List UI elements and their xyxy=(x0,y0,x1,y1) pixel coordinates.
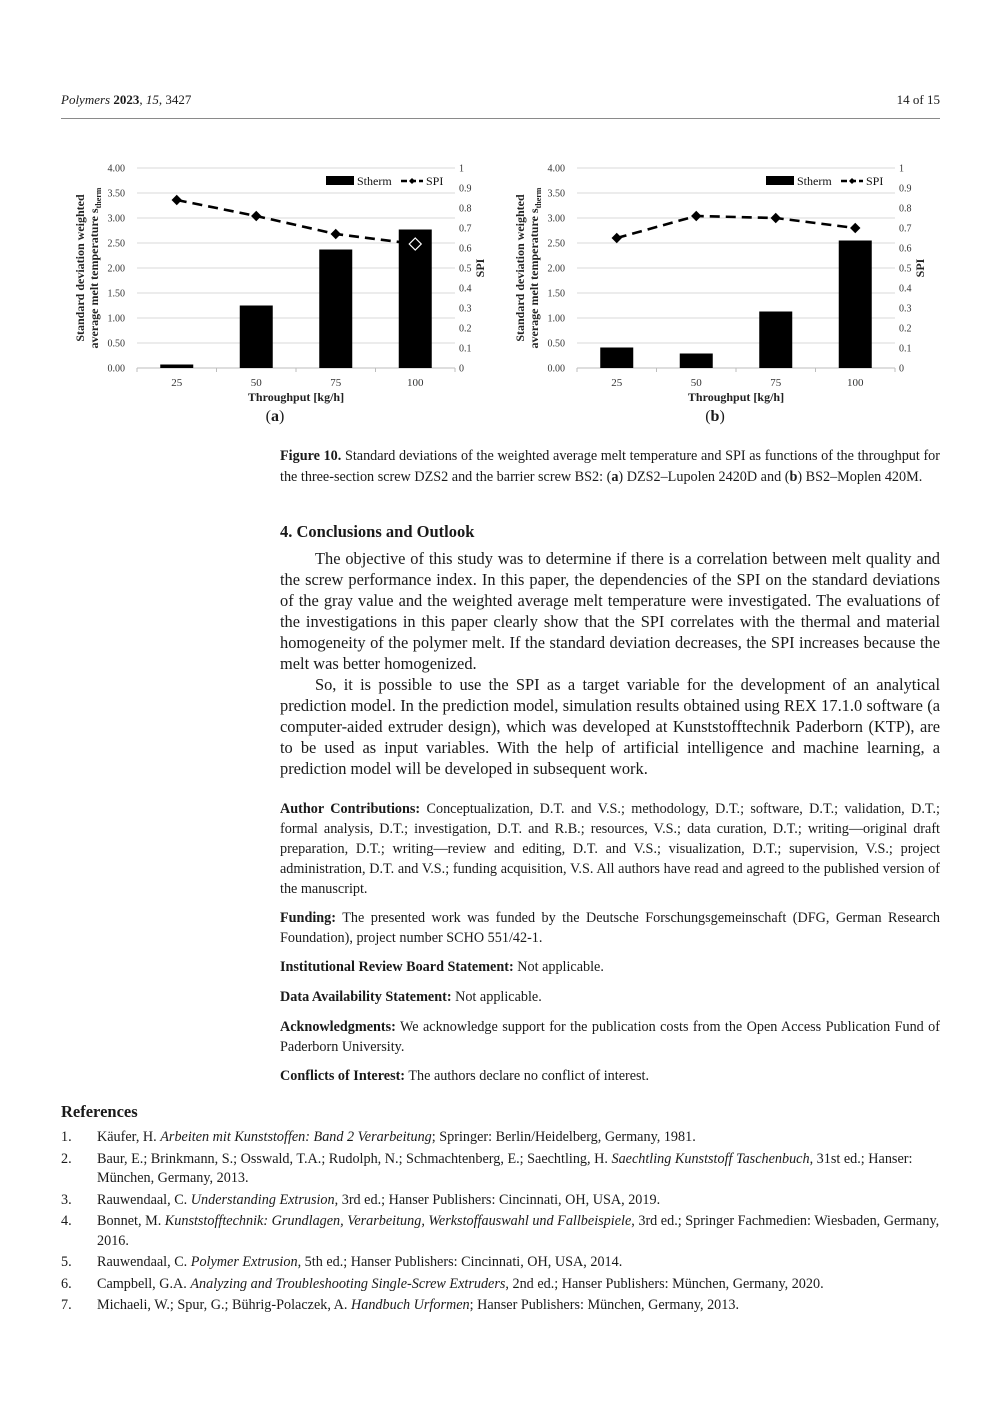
chart-a xyxy=(60,158,500,428)
y2-tick: 0.9 xyxy=(459,183,472,195)
legend-bar-swatch-icon xyxy=(766,176,794,185)
x-tick: 75 xyxy=(770,377,782,389)
stherm-bar xyxy=(680,354,713,369)
y2-axis-title: SPI xyxy=(473,258,487,278)
y2-tick: 0.1 xyxy=(899,343,912,355)
y2-axis-title: SPI xyxy=(913,258,927,278)
legend-stherm: Stherm xyxy=(797,174,832,188)
x-tick: 50 xyxy=(250,377,262,389)
y-tick: 3.50 xyxy=(107,188,125,200)
y2-tick: 0.9 xyxy=(899,183,912,195)
x-tick: 100 xyxy=(407,377,424,389)
irb-statement: Institutional Review Board Statement: Not applicable. xyxy=(280,959,604,975)
svg-text:Standard deviation weighted: Standard deviation weighted xyxy=(513,194,527,342)
x-tick: 25 xyxy=(171,377,183,389)
legend-spi: SPI xyxy=(426,174,444,188)
page-header xyxy=(61,92,940,119)
y2-tick: 1 xyxy=(899,163,904,175)
reference-item: 4. Bonnet, M. Kunststofftechnik: Grundlagen, Verarbeitung, Werkstoffauswahl und Fallbeispiele, 3rd ed.; Springer Fachmedien: Wiesbaden, Germany, 2016. xyxy=(61,1213,940,1249)
references-list xyxy=(61,1128,941,1318)
x-tick: 25 xyxy=(611,377,623,389)
y2-tick: 0.2 xyxy=(899,323,912,335)
y2-tick: 0.6 xyxy=(899,243,912,255)
chart-b xyxy=(500,158,940,428)
y2-tick: 0 xyxy=(899,363,904,375)
y2-tick: 0.3 xyxy=(459,303,472,315)
y-tick: 4.00 xyxy=(107,163,125,175)
y-tick: 2.50 xyxy=(107,238,125,250)
y2-tick: 0.2 xyxy=(459,323,472,335)
spi-marker-diamond-icon xyxy=(331,230,340,239)
spi-marker-diamond-icon xyxy=(252,212,261,221)
y2-tick: 0.8 xyxy=(459,203,472,215)
paragraph: The objective of this study was to determine if there is a correlation between melt quality and the screw performance index. In this paper, the dependencies of the SPI on the standard deviations of the gray value and the weighted average melt temperature were investigated. The evaluations of the investigations in this paper clearly show that the SPI correlates with the thermal and material homogeneity of the polymer melt. If the standard deviation decreases, the SPI increases because the melt was better homogenized. xyxy=(280,549,940,673)
spi-marker-diamond-icon xyxy=(172,196,181,205)
reference-item: 7. Michaeli, W.; Spur, G.; Bührig-Polaczek, A. Handbuch Urformen; Hanser Publishers: München, Germany, 2013. xyxy=(61,1297,740,1313)
svg-text:average melt temperature sther: average melt temperature $s_{therm}$ xyxy=(87,187,103,349)
x-axis-title: Throughput [kg/h] xyxy=(687,390,785,404)
y-tick: 1.00 xyxy=(547,313,565,325)
spi-marker-diamond-icon xyxy=(771,214,780,223)
y2-tick: 1 xyxy=(459,163,464,175)
y2-tick: 0.4 xyxy=(899,283,912,295)
y-tick: 4.00 xyxy=(547,163,565,175)
funding-statement: Funding: The presented work was funded by the Deutsche Forschungsgemeinschaft (DFG, German Research Foundation), project number SCHO 551/42-1. xyxy=(280,910,940,946)
y-tick: 3.00 xyxy=(547,213,565,225)
references-heading: References xyxy=(61,1102,138,1121)
y-tick: 3.00 xyxy=(107,213,125,225)
y2-tick: 0.8 xyxy=(899,203,912,215)
y2-tick: 0.4 xyxy=(459,283,472,295)
x-axis-title: Throughput [kg/h] xyxy=(247,390,345,404)
y-tick: 0.50 xyxy=(547,338,565,350)
legend-spi: SPI xyxy=(866,174,884,188)
section-heading: 4. Conclusions and Outlook xyxy=(280,522,475,541)
y-tick: 0.50 xyxy=(107,338,125,350)
legend-diamond-icon xyxy=(409,178,415,184)
legend-bar-swatch-icon xyxy=(326,176,354,185)
data-availability-statement: Data Availability Statement: Not applicable. xyxy=(280,989,542,1005)
y2-tick: 0.7 xyxy=(899,223,912,235)
x-tick: 100 xyxy=(847,377,864,389)
y2-tick: 0.7 xyxy=(459,223,472,235)
stherm-bar xyxy=(319,250,352,369)
y2-tick: 0 xyxy=(459,363,464,375)
acknowledgments: Acknowledgments: We acknowledge support for the publication costs from the Open Access Publication Fund of Paderborn University. xyxy=(280,1019,940,1055)
y-tick: 1.00 xyxy=(107,313,125,325)
conflicts-of-interest: Conflicts of Interest: The authors declare no conflict of interest. xyxy=(280,1068,650,1084)
svg-text:Standard deviation weighted: Standard deviation weighted xyxy=(73,194,87,342)
author-contributions: Author Contributions: Conceptualization, D.T. and V.S.; methodology, D.T.; software, D.T.; validation, D.T.; formal analysis, D.T.; investigation, D.T. and R.B.; resources, V.S.; data curation, D.T.; writing—original draft preparation, D.T.; writing—review and editing, D.T. and V.S.; visualization, D.T.; supervision, V.S.; project administration, D.T. and V.S.; funding acquisition, V.S. All authors have read and agreed to the published version of the manuscript. xyxy=(280,801,940,897)
y-tick: 2.00 xyxy=(107,263,125,275)
spi-line xyxy=(617,216,856,238)
y-tick: 0.00 xyxy=(547,363,565,375)
y-axis-title xyxy=(513,187,543,348)
paragraph: So, it is possible to use the SPI as a target variable for the development of an analytical prediction model. In the prediction model, simulation results obtained using REX 17.1.0 software (a computer-aided extruder design), which was developed at Kunststofftechnik Paderborn (KTP), are to be used as input variables. With the help of artificial intelligence and machine learning, a prediction model will be developed in subsequent work. xyxy=(280,675,940,778)
y2-tick: 0.1 xyxy=(459,343,472,355)
stherm-bar xyxy=(839,241,872,369)
chart-a-svg xyxy=(60,158,500,428)
figure-caption: Figure 10. Standard deviations of the weighted average melt temperature and SPI as functions of the throughput for the three-section screw DZS2 and the barrier screw BS2: (a) DZS2–Lupolen 2420D and (b) BS2–Moplen 420M. xyxy=(280,448,941,485)
subfigure-label-b: (b) xyxy=(705,408,725,425)
stherm-bar xyxy=(759,312,792,369)
legend-stherm: Stherm xyxy=(357,174,392,188)
subfigure-label-a: (a) xyxy=(265,408,285,425)
y2-tick: 0.5 xyxy=(899,263,912,275)
y-tick: 2.50 xyxy=(547,238,565,250)
y-tick: 1.50 xyxy=(547,288,565,300)
y2-tick: 0.5 xyxy=(459,263,472,275)
svg-text:average melt temperature sther: average melt temperature $s_{therm}$ xyxy=(527,187,543,349)
spi-line xyxy=(177,200,416,244)
page-number: 14 of 15 xyxy=(896,92,940,107)
stherm-bar xyxy=(600,348,633,369)
reference-item: 2. Baur, E.; Brinkmann, S.; Osswald, T.A.; Rudolph, N.; Schmachtenberg, E.; Saechtling, H. Saechtling Kunststoff Taschenbuch, 31st ed.; Hanser: München, Germany, 2013. xyxy=(61,1150,913,1186)
x-tick: 75 xyxy=(330,377,342,389)
y2-tick: 0.6 xyxy=(459,243,472,255)
spi-marker-diamond-icon xyxy=(851,224,860,233)
spi-marker-diamond-icon xyxy=(612,234,621,243)
y-tick: 1.50 xyxy=(107,288,125,300)
chart-b-svg xyxy=(500,158,940,428)
x-tick: 50 xyxy=(690,377,702,389)
legend-diamond-icon xyxy=(849,178,855,184)
stherm-bar xyxy=(240,306,273,369)
y-tick: 2.00 xyxy=(547,263,565,275)
y-tick: 3.50 xyxy=(547,188,565,200)
y-axis-title xyxy=(73,187,103,348)
stherm-bar xyxy=(160,365,193,369)
reference-item: 6. Campbell, G.A. Analyzing and Troubleshooting Single-Screw Extruders, 2nd ed.; Hanser Publishers: München, Germany, 2020. xyxy=(61,1275,824,1292)
spi-marker-diamond-icon xyxy=(692,212,701,221)
reference-item: 1. Käufer, H. Arbeiten mit Kunststoffen: Band 2 Verarbeitung; Springer: Berlin/Heidelberg, Germany, 1981. xyxy=(61,1129,696,1145)
y2-tick: 0.3 xyxy=(899,303,912,315)
y-tick: 0.00 xyxy=(107,363,125,375)
journal-citation: Polymers 2023, 15, 3427 xyxy=(61,92,192,107)
reference-item: 5. Rauwendaal, C. Polymer Extrusion, 5th ed.; Hanser Publishers: Cincinnati, OH, USA, 2014. xyxy=(61,1254,623,1270)
reference-item: 3. Rauwendaal, C. Understanding Extrusion, 3rd ed.; Hanser Publishers: Cincinnati, OH, USA, 2019. xyxy=(61,1191,661,1208)
